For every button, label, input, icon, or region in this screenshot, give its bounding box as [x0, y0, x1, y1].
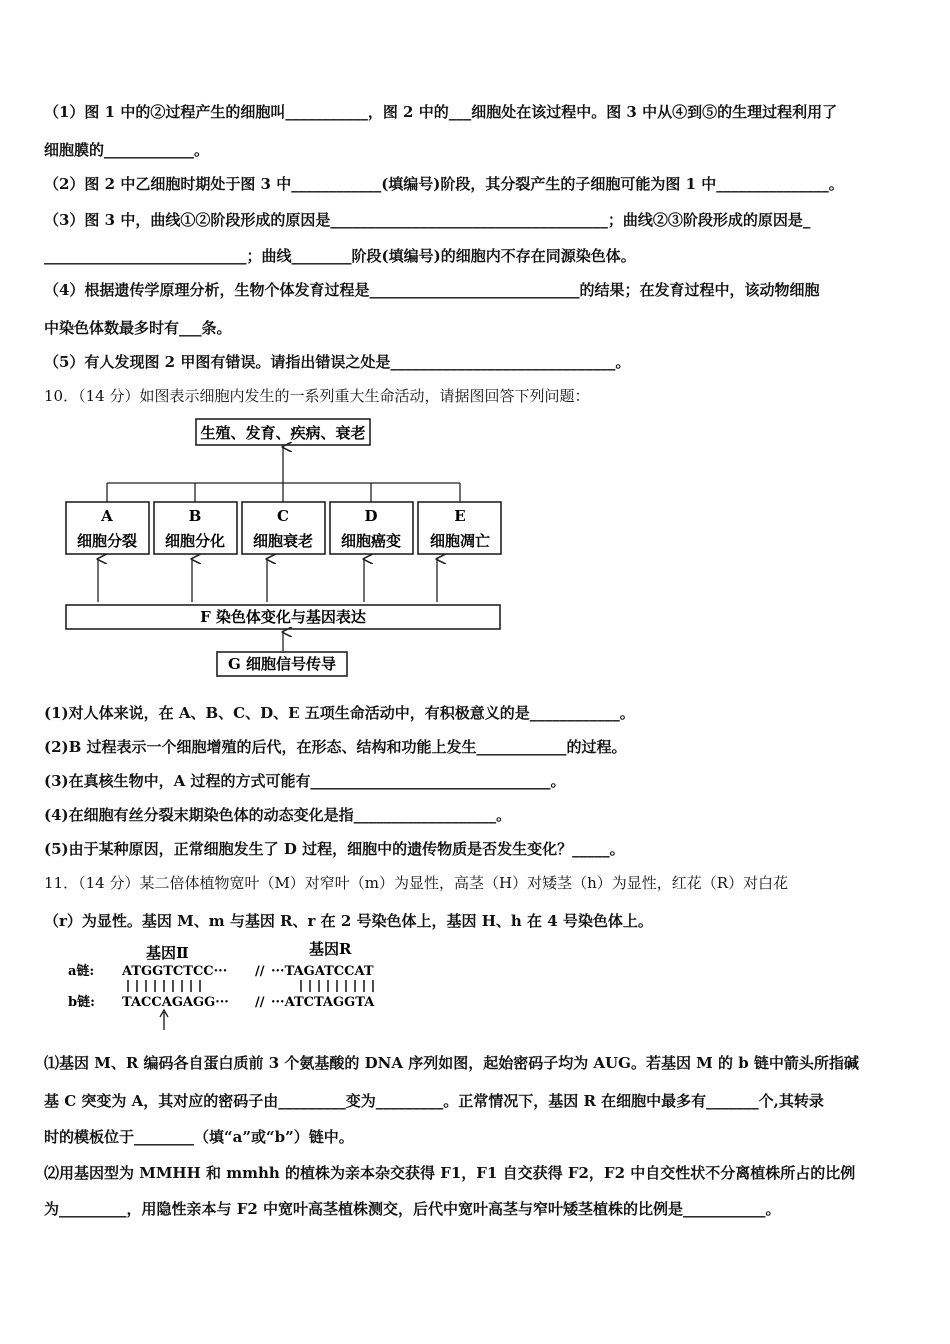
cell-life-activity-diagram: [60, 415, 510, 680]
q10-sub-2: (2)B 过程表示一个细胞增殖的后代，在形态、结构和功能上发生____________的过程。: [44, 738, 627, 756]
a-chain-seq-left: ATGGTCTCC···: [122, 964, 228, 979]
box-b-letter: B: [188, 507, 202, 525]
q9-line-7: 中染色体数最多时有___条。: [44, 319, 232, 337]
box-a-name: 细胞分裂: [76, 532, 138, 550]
q10-stem: 10．（14 分）如图表示细胞内发生的一系列重大生命活动，请据图回答下列问题：: [44, 387, 590, 405]
q11-part-2-line-2: 为_________，用隐性亲本与 F2 中宽叶高茎植株测交，后代中宽叶高茎与窄叶矮茎植株的比例是___________。: [44, 1200, 781, 1218]
dna-sequence-diagram: [66, 940, 406, 1032]
box-d: [330, 502, 413, 554]
box-b-name: 细胞分化: [164, 532, 226, 550]
f-box-label: F 染色体变化与基因表达: [200, 608, 366, 626]
g-box-label: G 细胞信号传导: [227, 655, 337, 673]
b-chain-break: //: [255, 995, 265, 1010]
box-b: [154, 502, 237, 554]
q10-sub-5: (5)由于某种原因，正常细胞发生了 D 过程，细胞中的遗传物质是否发生变化？_____。: [44, 840, 625, 858]
box-d-name: 细胞癌变: [340, 532, 402, 550]
box-a: [66, 502, 149, 554]
q9-line-6: （4）根据遗传学原理分析，生物个体发育过程是____________________________的结果；在发育过程中，该动物细胞: [44, 281, 820, 299]
box-c-name: 细胞衰老: [252, 532, 314, 550]
b-chain-seq-right: ···ATCTAGGTA: [271, 995, 375, 1010]
box-a-letter: A: [101, 507, 113, 525]
box-e: [418, 502, 501, 554]
b-chain-label: b链:: [68, 995, 95, 1010]
q11-part-1-line-1: ⑴基因 M、R 编码各自蛋白质前 3 个氨基酸的 DNA 序列如图，起始密码子均为 AUG。若基因 M 的 b 链中箭头所指碱: [44, 1054, 859, 1072]
b-chain-seq-left: TACCAGAGG···: [122, 995, 229, 1010]
q9-line-1: （1）图 1 中的②过程产生的细胞叫___________，图 2 中的___细胞处在该过程中。图 3 中从④到⑤的生理过程利用了: [44, 103, 838, 121]
a-chain-label: a链:: [68, 964, 95, 979]
q11-part-2-line-1: ⑵用基因型为 MMHH 和 mmhh 的植株为亲本杂交获得 F1，F1 自交获得 F2，F2 中自交性状不分离植株所占的比例: [44, 1164, 856, 1182]
q9-line-2: 细胞膜的____________。: [44, 141, 210, 159]
q9-line-8: （5）有人发现图 2 甲图有错误。请指出错误之处是______________________________。: [44, 353, 631, 371]
box-c: [242, 502, 325, 554]
top-box-label: 生殖、发育、疾病、衰老: [200, 424, 366, 442]
q11-stem-line-1: 11．（14 分）某二倍体植物宽叶（M）对窄叶（m）为显性，高茎（H）对矮茎（h）为显性，红花（R）对白花: [44, 874, 789, 892]
mutation-arrow-icon: [160, 1010, 168, 1030]
q9-line-5: ___________________________；曲线________阶段(填编号)的细胞内不存在同源染色体。: [44, 247, 636, 265]
box-d-letter: D: [364, 507, 378, 525]
q9-line-3: （2）图 2 中乙细胞时期处于图 3 中____________(填编号)阶段，其分裂产生的子细胞可能为图 1 中_______________。: [44, 175, 844, 193]
a-chain-break: //: [255, 964, 265, 979]
box-e-letter: E: [454, 507, 466, 525]
gene-r-label: 基因R: [309, 940, 352, 958]
q11-part-1-line-3: 时的模板位于________（填“a”或“b”）链中。: [44, 1128, 354, 1146]
q11-part-1-line-2: 基 C 突变为 A，其对应的密码子由_________变为_________。正常情况下，基因 R 在细胞中最多有_______个,其转录: [44, 1092, 824, 1110]
q11-stem-line-2: （r）为显性。基因 M、m 与基因 R、r 在 2 号染色体上，基因 H、h 在 4 号染色体上。: [44, 912, 653, 930]
q10-sub-1: (1)对人体来说，在 A、B、C、D、E 五项生命活动中，有积极意义的是____________。: [44, 704, 635, 722]
box-c-letter: C: [277, 507, 289, 525]
a-chain-seq-right: ···TAGATCCAT: [271, 964, 374, 979]
gene-m-label: 基因Ⅱ: [146, 944, 189, 962]
q10-sub-3: (3)在真核生物中，A 过程的方式可能有________________________________。: [44, 772, 566, 790]
box-e-name: 细胞凋亡: [429, 532, 491, 550]
base-pair-bars: [128, 980, 373, 992]
q9-line-4: （3）图 3 中，曲线①②阶段形成的原因是_____________________________________；曲线②③阶段形成的原因是_: [44, 211, 811, 229]
q10-sub-4: (4)在细胞有丝分裂末期染色体的动态变化是指___________________。: [44, 806, 512, 824]
